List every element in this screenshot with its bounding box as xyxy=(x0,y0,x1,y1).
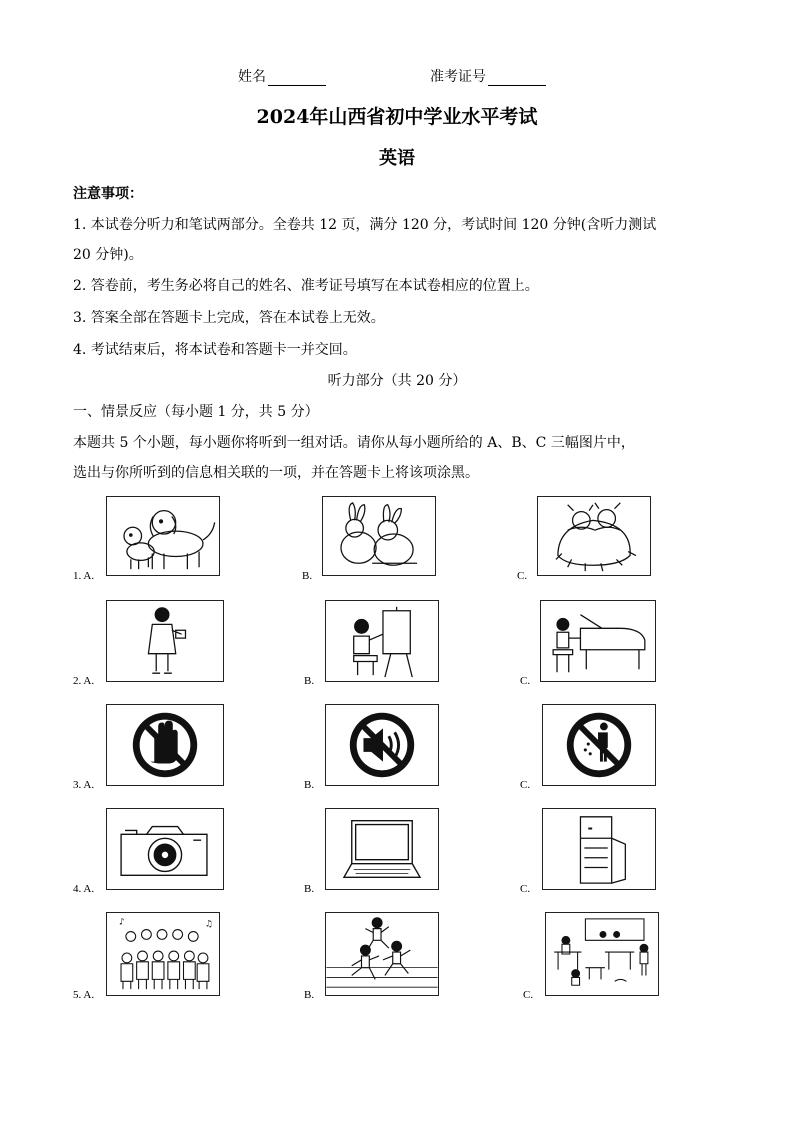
no-touching-sign xyxy=(106,704,224,786)
name-blank xyxy=(268,71,326,86)
option-c-label: C. xyxy=(523,989,534,1001)
option-b-label: B. xyxy=(304,675,315,687)
classroom-picture xyxy=(545,912,659,996)
instructions-line: 选出与你所听到的信息相关联的一项，并在答题卡上将该项涂黑。 xyxy=(73,465,479,481)
exam-id-label: 准考证号 xyxy=(430,69,486,85)
subject-title: 英语 xyxy=(379,148,415,169)
option-a-label: 2. A. xyxy=(73,675,95,687)
doctor-picture xyxy=(106,600,224,682)
notice-item: 4. 考试结束后，将本试卷和答题卡一并交回。 xyxy=(73,342,357,358)
part-title: 一、情景反应（每小题 1 分，共 5 分） xyxy=(73,404,319,420)
option-a-label: 5. A. xyxy=(73,989,95,1001)
notice-item: 1. 本试卷分听力和笔试两部分。全卷共 12 页，满分 120 分，考试时间 120 分钟(含听力测试 xyxy=(73,217,657,233)
notice-item: 20 分钟)。 xyxy=(73,247,143,263)
option-c-label: C. xyxy=(520,675,531,687)
option-a-label: 3. A. xyxy=(73,779,95,791)
option-c-label: C. xyxy=(520,779,531,791)
lions-picture xyxy=(537,496,651,576)
notice-heading: 注意事项： xyxy=(73,186,143,202)
camera-picture xyxy=(106,808,224,890)
painter-picture xyxy=(325,600,439,682)
laptop-picture xyxy=(325,808,439,890)
option-c-label: C. xyxy=(520,883,531,895)
instructions-line: 本题共 5 个小题，每小题你将听到一组对话。请你从每小题所给的 A、B、C 三幅图片中， xyxy=(73,435,635,451)
option-b-label: B. xyxy=(304,989,315,1001)
svg-text:♫: ♫ xyxy=(204,919,213,930)
dogs-picture xyxy=(106,496,220,576)
singing-choir-picture xyxy=(106,912,220,996)
exam-id-blank xyxy=(488,71,546,86)
svg-text:♪: ♪ xyxy=(119,917,125,928)
option-c-label: C. xyxy=(517,570,528,582)
name-field xyxy=(238,66,326,86)
section-title: 听力部分（共 20 分） xyxy=(327,373,467,389)
fridge-picture xyxy=(542,808,656,890)
option-b-label: B. xyxy=(304,779,315,791)
option-a-label: 1. A. xyxy=(73,570,95,582)
name-label: 姓名 xyxy=(238,69,266,85)
running-race-picture xyxy=(325,912,439,996)
notice-item: 3. 答案全部在答题卡上完成，答在本试卷上无效。 xyxy=(73,310,385,326)
rabbits-picture xyxy=(322,496,436,576)
notice-item: 2. 答卷前，考生务必将自己的姓名、准考证号填写在本试卷相应的位置上。 xyxy=(73,278,539,294)
no-littering-sign xyxy=(542,704,656,786)
option-b-label: B. xyxy=(302,570,313,582)
pianist-picture xyxy=(540,600,656,682)
exam-title: 2024年山西省初中学业水平考试 xyxy=(256,106,538,128)
option-a-label: 4. A. xyxy=(73,883,95,895)
no-noise-sign xyxy=(325,704,439,786)
exam-id-field xyxy=(430,66,546,86)
option-b-label: B. xyxy=(304,883,315,895)
